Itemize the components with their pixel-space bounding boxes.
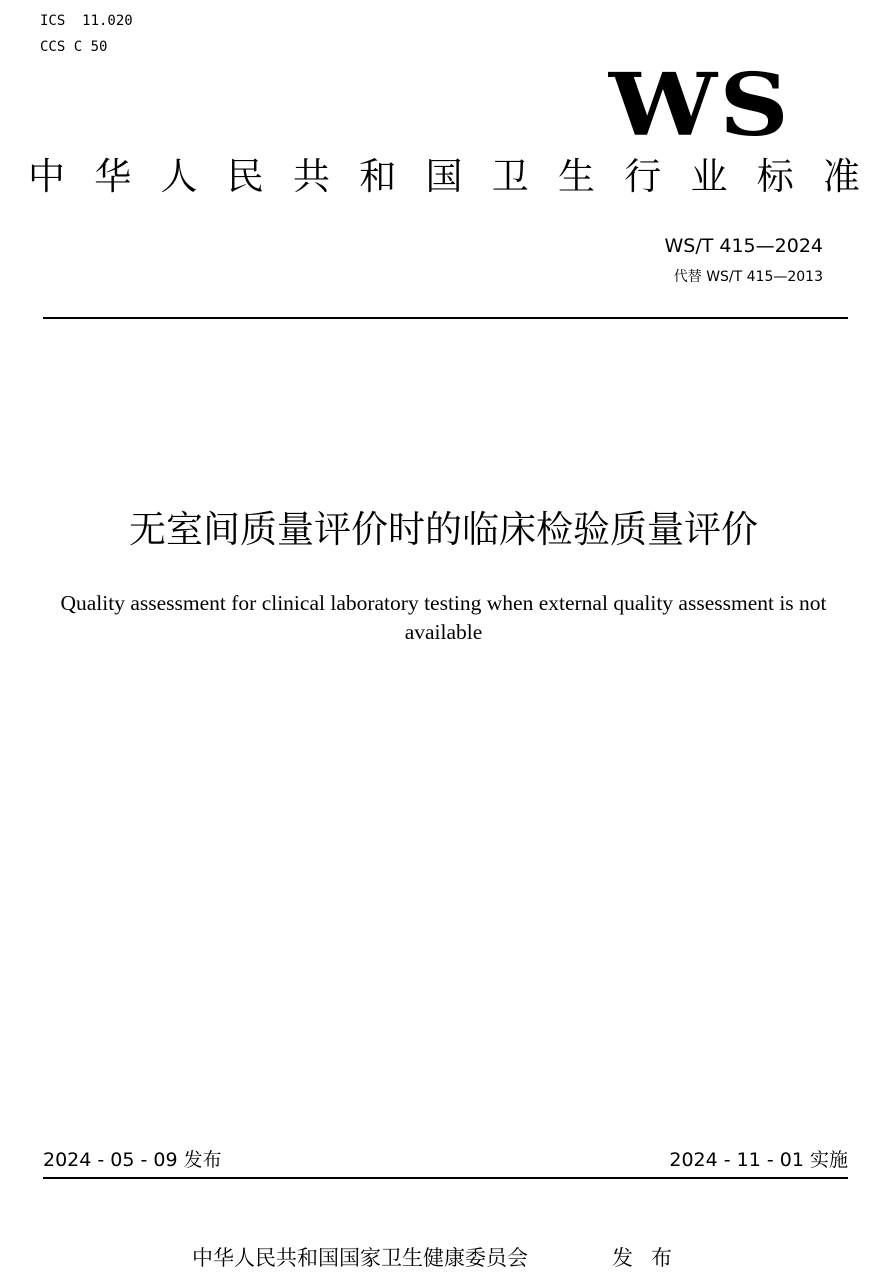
title-char: 人 [160,155,198,198]
title-char: 卫 [491,155,529,198]
title-char: 中 [28,155,65,198]
ccs-code: CCS C 50 [40,39,108,55]
document-title-chinese: 无室间质量评价时的临床检验质量评价 [129,508,758,551]
ws-logo: WS [608,55,792,156]
title-char: 准 [823,155,860,198]
document-title-english: Quality assessment for clinical laboratory testing when external quality assessment is not available [60,591,827,644]
standard-number: WS/T 415—2024 [664,235,823,257]
publisher-name: 中华人民共和国国家卫生健康委员会 [192,1246,528,1270]
title-char: 和 [359,155,397,198]
title-char: 生 [558,155,595,198]
title-char: 行 [624,155,662,198]
header-divider [43,317,848,319]
title-char: 标 [756,155,794,198]
standard-category-title [28,153,860,201]
title-char: 华 [94,155,132,198]
title-char: 民 [226,155,264,198]
replaces-standard: 代替 WS/T 415—2013 [673,269,823,285]
title-char: 业 [690,155,728,198]
footer-divider [43,1177,848,1179]
publish-label: 发布 [612,1246,690,1270]
ics-code: ICS 11.020 [40,13,133,29]
title-char: 共 [293,155,330,198]
implementation-date: 2024 - 11 - 01 实施 [669,1149,848,1171]
title-char: 国 [425,155,463,198]
issue-date: 2024 - 05 - 09 发布 [43,1149,222,1171]
